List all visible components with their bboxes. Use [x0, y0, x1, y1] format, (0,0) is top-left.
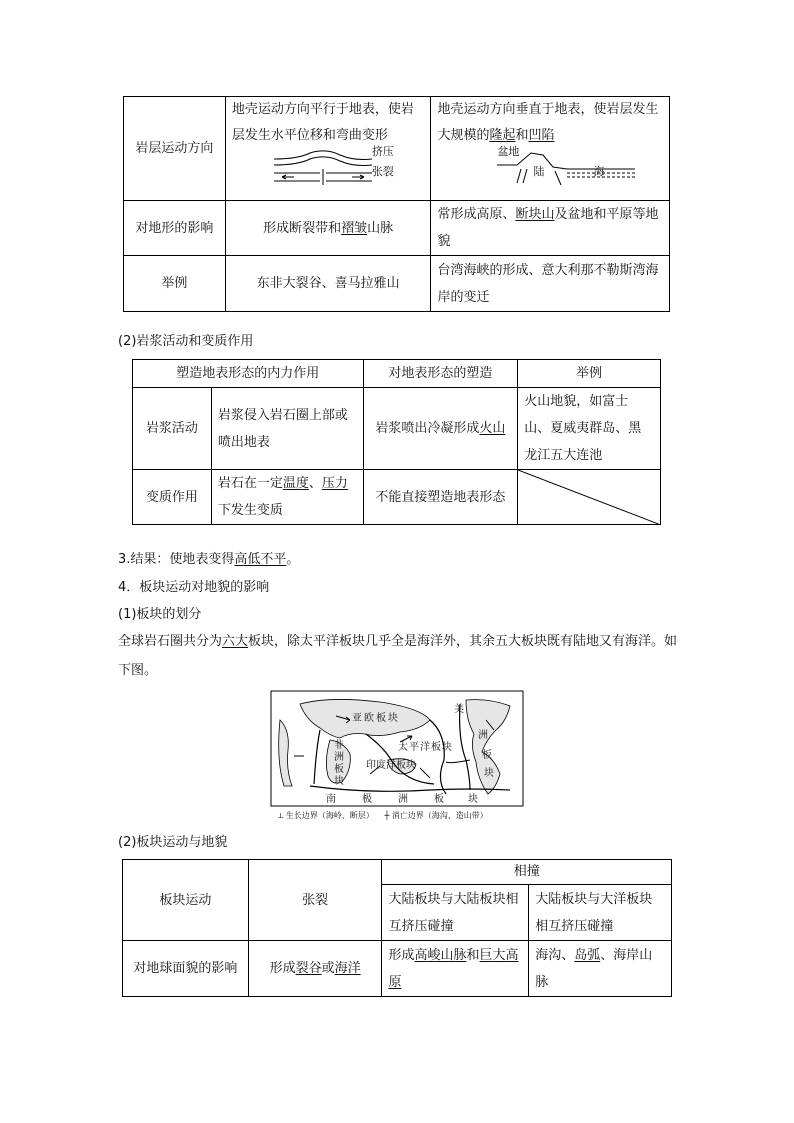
section4-2-heading: (2)板块运动与地貌 — [118, 835, 228, 850]
temperature-answer: 温度 — [282, 476, 309, 491]
map-label-antarctic-3: 洲 — [398, 794, 408, 805]
table3-header-continental-continental: 大陆板块与大陆板块相互挤压碰撞 — [382, 885, 529, 941]
map-label-antarctic-1: 南 — [326, 794, 336, 805]
high-mountains-answer: 高峻山脉 — [414, 947, 467, 963]
island-arc-answer: 岛弧 — [574, 947, 601, 963]
plate-map-figure — [270, 690, 524, 825]
table3-header-motion: 板块运动 — [123, 860, 249, 941]
map-label-antarctic-4: 板 — [434, 794, 444, 805]
plate-map — [270, 690, 524, 808]
volcano-answer: 火山 — [479, 421, 506, 436]
legend-growth-text: 生长边界（海岭、断层） — [285, 811, 374, 820]
sea-label: 海 — [593, 165, 605, 178]
rift-label: 张裂 — [371, 165, 394, 178]
table2-header-example: 举例 — [518, 360, 661, 388]
depression-answer: 凹陷 — [528, 128, 555, 143]
cell-horizontal-landform: 形成断裂带和褶皱山脉 — [225, 201, 431, 256]
metamorphism-head: 变质作用 — [133, 470, 212, 525]
metamorphism-example-empty — [518, 470, 661, 525]
cell-vertical-direction — [431, 97, 670, 201]
magma-metamorphism-table — [132, 359, 661, 525]
metamorphism-shape: 不能直接塑造地表形态 — [363, 470, 518, 525]
uneven-answer: 高低不平 — [234, 552, 287, 567]
magma-activity-head: 岩浆活动 — [133, 388, 212, 470]
section4-heading: 4．板块运动对地貌的影响 — [118, 580, 270, 595]
growth-boundary-icon: ⟂ — [278, 811, 284, 820]
table3-header-rift: 张裂 — [248, 860, 382, 941]
map-legend — [278, 810, 488, 822]
row-head-landform: 对地形的影响 — [124, 201, 226, 256]
plate-motion-table — [122, 859, 672, 997]
metamorphism-desc: 岩石在一定温度、压力下发生变质 — [211, 470, 363, 525]
magma-activity-example: 火山地貌，如富士山、夏威夷群岛、黑龙江五大连池 — [518, 388, 661, 470]
crust-motion-table — [123, 96, 670, 312]
block-mountain-answer: 断块山 — [515, 207, 555, 222]
squeeze-label: 挤压 — [371, 145, 394, 158]
table3-header-collide: 相撞 — [382, 860, 672, 885]
cell-horizontal-direction — [225, 97, 431, 201]
map-label-antarctic-5: 块 — [468, 794, 478, 805]
map-label-america-4: 块 — [484, 768, 494, 779]
table2-header-force: 塑造地表形态的内力作用 — [133, 360, 364, 388]
legend-consume-text: 消亡边界（海沟、造山带） — [391, 811, 488, 820]
huge-plateau-answer: 巨大高原 — [388, 947, 519, 990]
consume-boundary-icon: ┼ — [384, 811, 390, 820]
continental-oceanic-impact: 海沟、岛弧、海岸山脉 — [529, 941, 672, 997]
map-label-america-2: 洲 — [478, 730, 488, 741]
rift-valley-answer: 裂谷 — [295, 961, 322, 976]
uplift-answer: 隆起 — [489, 128, 516, 143]
vertical-direction-text: 地壳运动方向垂直于地表，使岩层发生大规模的隆起和凹陷 — [437, 102, 659, 143]
table3-header-continental-oceanic: 大陆板块与大洋板块相互挤压碰撞 — [529, 885, 672, 941]
map-label-africa-2: 洲 — [334, 752, 344, 763]
pressure-answer: 压力 — [321, 476, 348, 491]
diagonal-slash — [518, 470, 661, 525]
six-plates-answer: 六大 — [222, 634, 249, 649]
row-head-rock-direction: 岩层运动方向 — [124, 97, 226, 201]
row-head-example: 举例 — [124, 256, 226, 312]
magma-activity-shape: 岩浆喷出冷凝形成火山 — [363, 388, 518, 470]
cell-vertical-landform: 常形成高原、断块山及盆地和平原等地貌 — [431, 201, 670, 256]
rift-impact: 形成裂谷或海洋 — [248, 941, 382, 997]
map-label-america-1: 美 — [454, 704, 464, 715]
row-head-surface-impact: 对地球面貌的影响 — [123, 941, 249, 997]
map-label-pacific: 太平洋板块 — [398, 742, 453, 753]
map-label-africa-4: 块 — [334, 776, 344, 787]
horizontal-direction-text: 地壳运动方向平行于地表，使岩层发生水平位移和弯曲变形 — [231, 102, 414, 143]
map-label-america-3: 板 — [482, 750, 492, 761]
map-label-indo: 印度洋板块 — [366, 760, 416, 771]
cell-vertical-example: 台湾海峡的形成、意大利那不勒斯湾海岸的变迁 — [431, 256, 670, 312]
map-label-eurasia: 亚欧板块 — [352, 713, 400, 724]
ocean-answer: 海洋 — [334, 961, 361, 976]
magma-activity-desc: 岩浆侵入岩石圈上部或喷出地表 — [211, 388, 363, 470]
cell-horizontal-example: 东非大裂谷、喜马拉雅山 — [225, 256, 431, 312]
continental-continental-impact: 形成高峻山脉和巨大高原 — [382, 941, 529, 997]
uplift-figure — [437, 145, 663, 189]
map-label-africa-1: 非 — [334, 740, 344, 751]
section4-1-heading: (1)板块的划分 — [118, 607, 202, 622]
map-label-antarctic-2: 极 — [362, 794, 372, 805]
fold-fault-figure — [232, 145, 425, 189]
section-magma-heading: (2)岩浆活动和变质作用 — [118, 334, 254, 349]
map-label-africa-3: 板 — [334, 764, 344, 775]
fold-answer: 褶皱 — [341, 220, 368, 236]
basin-label: 盆地 — [497, 145, 520, 158]
land-label: 陆 — [533, 165, 545, 178]
plate-division-paragraph: 全球岩石圈共分为六大板块，除太平洋板块几乎全是海洋外，其余五大板块既有陆地又有海洋。如下图。 — [118, 634, 678, 678]
result-line: 3.结果：使地表变得高低不平。 — [118, 552, 300, 567]
table2-header-shaping: 对地表形态的塑造 — [363, 360, 518, 388]
